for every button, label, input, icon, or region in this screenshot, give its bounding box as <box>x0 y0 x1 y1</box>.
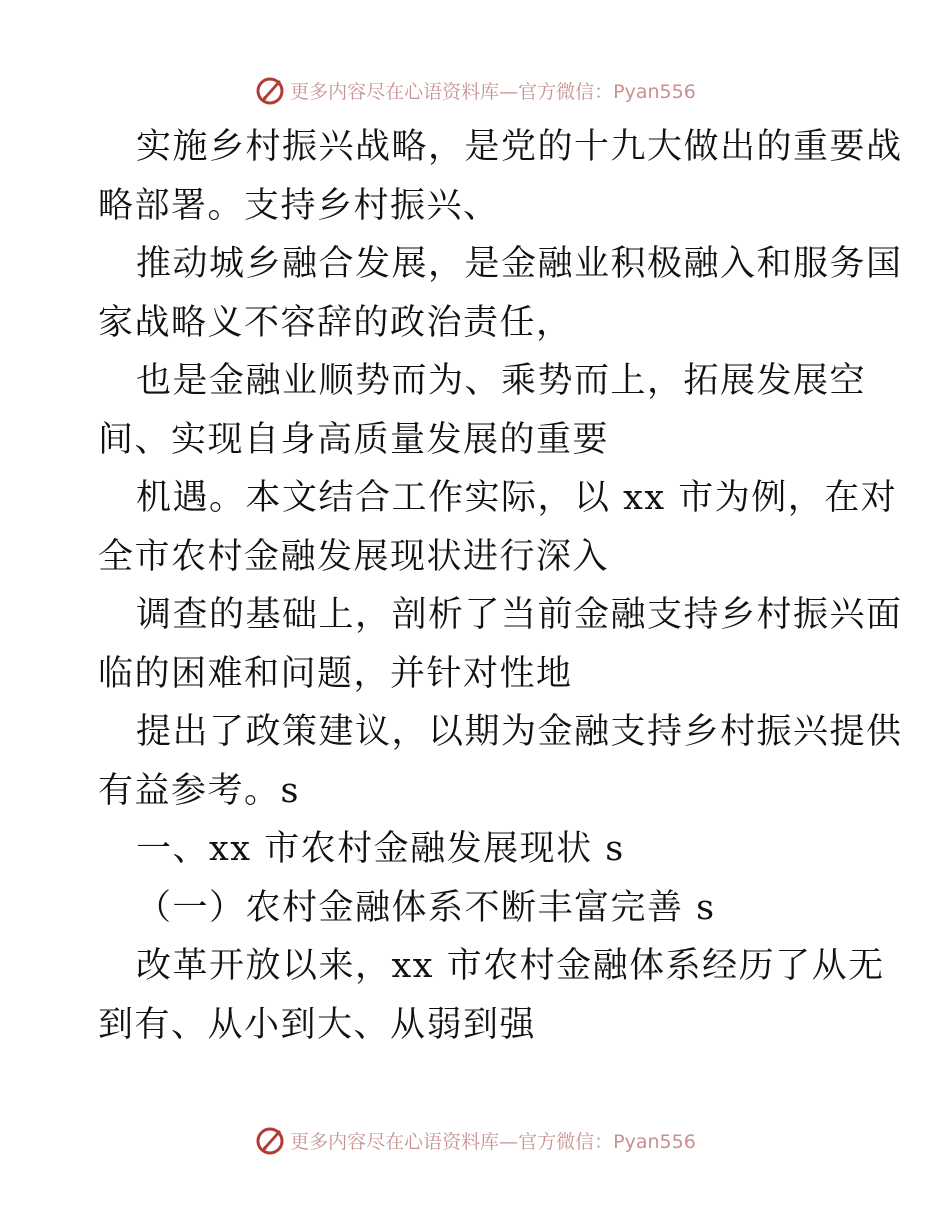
text-line: 实施乡村振兴战略，是党的十九大做出的重要战 <box>136 127 903 167</box>
text-line: 临的困难和问题，并针对性地 <box>98 653 573 694</box>
text-line: 调查的基础上，剖析了当前金融支持乡村振兴面 <box>136 595 903 635</box>
text-line: 间、实现自身高质量发展的重要 <box>98 419 610 460</box>
banner-text: 更多内容尽在心语资料库—官方微信：Pyan556 <box>290 80 696 103</box>
text-line: 全市农村金融发展现状进行深入 <box>98 536 610 577</box>
document-body <box>98 124 903 1060</box>
text-line: 机遇。本文结合工作实际，以 xx 市为例，在对 <box>136 478 898 518</box>
text-line: 也是金融业顺势而为、乘势而上，拓展发展空 <box>136 361 867 401</box>
banner-account: Pyan556 <box>613 80 696 103</box>
text-line: 有益参考。s <box>98 770 300 811</box>
text-line: 提出了政策建议，以期为金融支持乡村振兴提供 <box>136 712 903 752</box>
quill-pen-logo-icon <box>254 1124 286 1156</box>
text-line: 家战略义不容辞的政治责任， <box>98 302 573 343</box>
banner-text: 更多内容尽在心语资料库—官方微信：Pyan556 <box>290 1130 696 1153</box>
quill-pen-logo-icon <box>254 74 286 106</box>
footer-banner <box>0 1120 950 1160</box>
text-line: 略部署。支持乡村振兴、 <box>98 185 500 226</box>
header-banner <box>0 70 950 110</box>
text-line: 推动城乡融合发展，是金融业积极融入和服务国 <box>136 244 903 284</box>
banner-account: Pyan556 <box>613 1130 696 1153</box>
subsection-heading: （一）农村金融体系不断丰富完善 s <box>136 887 716 928</box>
section-heading: 一、xx 市农村金融发展现状 s <box>136 829 625 869</box>
text-line: 到有、从小到大、从弱到强 <box>98 1004 537 1045</box>
text-line: 改革开放以来，xx 市农村金融体系经历了从无 <box>136 946 885 986</box>
